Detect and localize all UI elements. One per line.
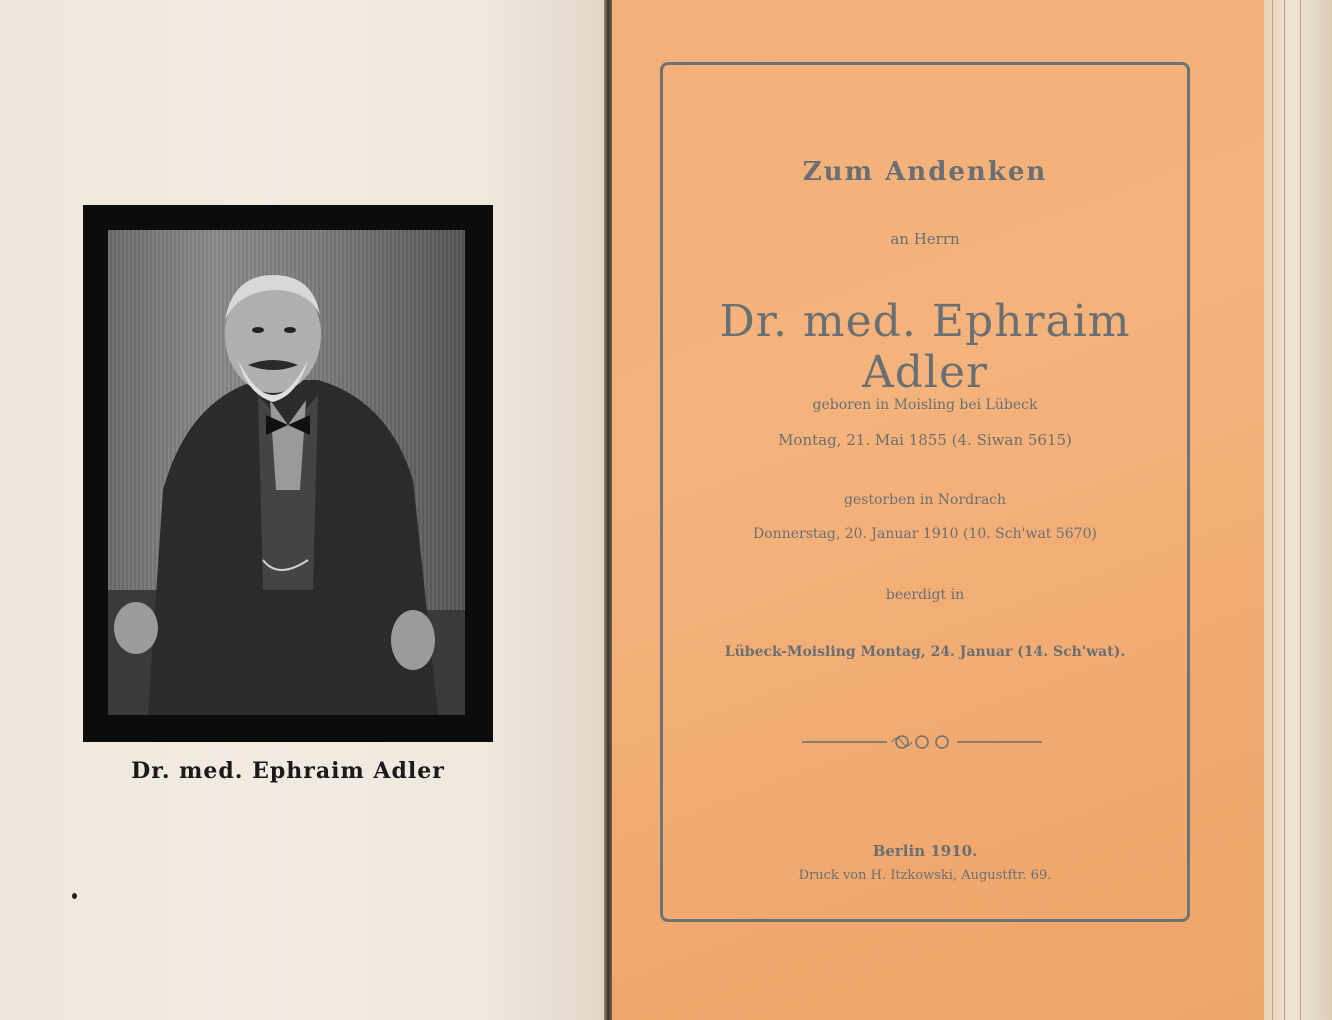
publication-city: Berlin 1910. xyxy=(872,842,978,860)
died-line: gestorben in Nordrach xyxy=(843,492,1007,508)
left-page xyxy=(0,0,604,1020)
heading: Zum Andenken xyxy=(802,157,1048,187)
portrait-caption: Dr. med. Ephraim Adler xyxy=(131,758,445,784)
book-spine xyxy=(604,0,612,1020)
portrait-figure xyxy=(108,230,465,715)
portrait-photo xyxy=(108,230,465,715)
printer-line: Druck von H. Itzkowski, Augustftr. 69. xyxy=(798,868,1052,883)
buried-place: Lübeck-Moisling Montag, 24. Januar (14. Sch'wat). xyxy=(724,644,1126,660)
ornament-divider xyxy=(792,730,1052,754)
ink-spot xyxy=(72,893,77,899)
died-date: Donnerstag, 20. Januar 1910 (10. Sch'wat 5670) xyxy=(753,526,1097,542)
born-date: Montag, 21. Mai 1855 (4. Siwan 5615) xyxy=(778,431,1072,449)
right-page xyxy=(612,0,1264,1020)
page-edges xyxy=(1264,0,1332,1020)
born-line: geboren in Moisling bei Lübeck xyxy=(812,397,1038,413)
deceased-name: Dr. med. Ephraim Adler xyxy=(719,296,1131,398)
buried-line: beerdigt in xyxy=(885,587,965,603)
subheading: an Herrn xyxy=(890,230,960,248)
portrait-frame xyxy=(83,205,493,742)
